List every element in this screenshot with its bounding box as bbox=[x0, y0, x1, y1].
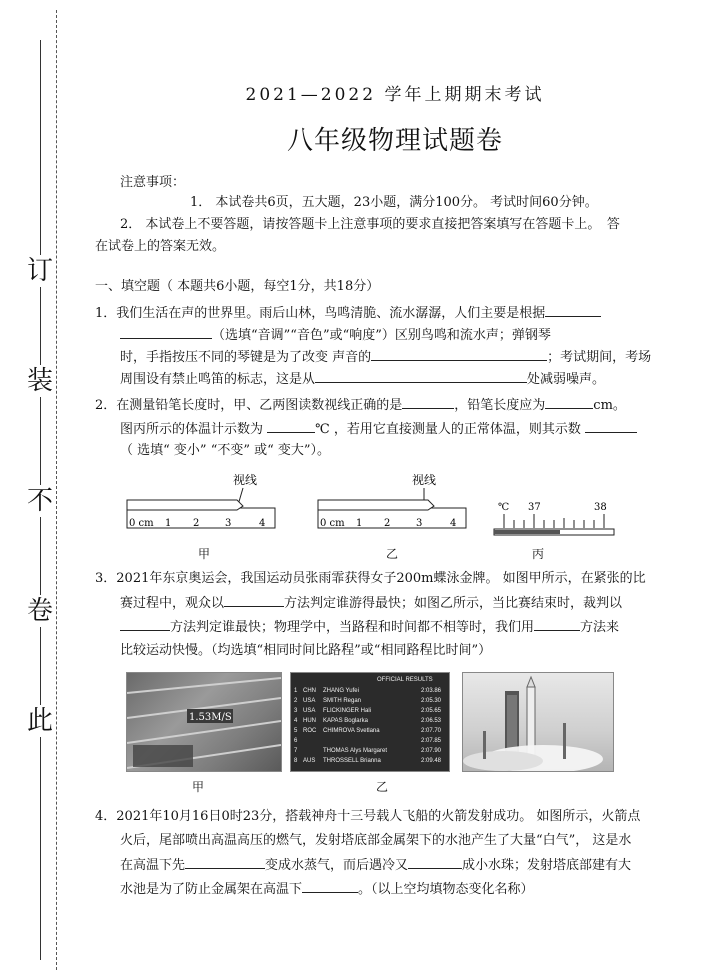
svg-text:3: 3 bbox=[294, 708, 298, 714]
binding-char-2: 装 bbox=[24, 365, 56, 397]
q1-line-4: 周围设有禁止鸣笛的标志，这是从 处减弱噪声。 bbox=[120, 368, 710, 391]
q2-line-2: 图丙所示的体温计示数为 ℃ ，若用它直接测量人的正常体温，则其示数 bbox=[120, 418, 710, 441]
svg-text:CHIMROVA Svetlana: CHIMROVA Svetlana bbox=[323, 728, 380, 734]
svg-text:FLICKINGER Hali: FLICKINGER Hali bbox=[323, 708, 372, 714]
svg-text:ZHANG Yufei: ZHANG Yufei bbox=[323, 688, 359, 694]
results-title: OFFICIAL RESULTS bbox=[377, 677, 433, 683]
svg-text:CHN: CHN bbox=[303, 688, 316, 694]
results-board bbox=[291, 673, 449, 771]
svg-text:2:07.90: 2:07.90 bbox=[421, 748, 442, 754]
notice-item-2-cont: 在试卷上的答案无效。 bbox=[95, 239, 226, 254]
q1-line-3: 时，手指按压不同的琴键是为了改变 声音的 ；考试期间，考场 bbox=[120, 346, 710, 369]
svg-text:5: 5 bbox=[294, 728, 298, 734]
ruler-tick-label: 3 bbox=[416, 518, 423, 529]
ruler-tick-label: 3 bbox=[225, 518, 232, 529]
ruler-figure-yi bbox=[316, 470, 476, 542]
ruler-tick-label: 1 bbox=[165, 518, 172, 529]
sight-line-label-jia: 视线 bbox=[233, 473, 258, 487]
therm-unit: ℃ bbox=[498, 502, 510, 513]
pool-lanes bbox=[127, 673, 281, 771]
svg-text:ROC: ROC bbox=[303, 728, 317, 734]
q4-line-4: 水池是为了防止金属架在高温下 。（以上空均填物态变化名称） bbox=[120, 878, 710, 901]
svg-text:4: 4 bbox=[294, 718, 298, 724]
svg-text:THROSSELL Brianna: THROSSELL Brianna bbox=[323, 758, 381, 764]
svg-text:2: 2 bbox=[294, 698, 298, 704]
svg-text:USA: USA bbox=[303, 708, 316, 714]
caption-photo-yi: 乙 bbox=[376, 780, 389, 794]
q4-line-1: 4．2021年10月16日0时23分，搭载神舟十三号载人飞船的火箭发射成功。 如图所示，火箭点 bbox=[95, 809, 641, 824]
svg-text:AUS: AUS bbox=[303, 758, 316, 764]
swim-speed-overlay: 1.53M/S bbox=[189, 712, 232, 723]
binding-char-4: 卷 bbox=[24, 595, 56, 627]
q1-line-2: （选填“音调”“音色”或“响度”）区别鸟鸣和流水声；弹钢琴 bbox=[120, 324, 710, 347]
binding-dashed-line bbox=[56, 10, 57, 970]
therm-label-38: 38 bbox=[594, 502, 607, 513]
binding-char-3: 不 bbox=[24, 485, 56, 517]
binding-char-5: 此 bbox=[24, 705, 56, 737]
svg-text:2:07.85: 2:07.85 bbox=[421, 738, 442, 744]
ruler-tick-label: 2 bbox=[193, 518, 200, 529]
therm-ticks bbox=[504, 514, 604, 528]
notice-item-2: 2． 本试卷上不要答题，请按答题卡上注意事项的要求直接把答案填写在答题卡上。 答 bbox=[120, 217, 620, 232]
pencil-yi bbox=[318, 500, 434, 510]
ruler-tick-label: 4 bbox=[450, 518, 457, 529]
q3-line-1: 3．2021年东京奥运会，我国运动员张雨霏获得女子200m蝶泳金牌。 如图甲所示，在紧张的比 bbox=[95, 571, 646, 586]
svg-text:KAPAS Boglarka: KAPAS Boglarka bbox=[323, 718, 368, 724]
ruler-tick-label: 2 bbox=[384, 518, 391, 529]
caption-photo-jia: 甲 bbox=[192, 780, 205, 794]
svg-text:SMITH Regan: SMITH Regan bbox=[323, 698, 362, 704]
therm-mercury bbox=[494, 530, 560, 534]
ruler-tick-label: 1 bbox=[356, 518, 363, 529]
q2-line-1: 2．在测量铅笔长度时，甲、乙两图读数视线正确的是 ，铅笔长度应为 cm。 bbox=[95, 394, 705, 417]
binding-margin bbox=[0, 0, 60, 979]
caption-bing: 丙 bbox=[532, 547, 545, 561]
svg-text:2:09.48: 2:09.48 bbox=[421, 758, 442, 764]
svg-text:2:05.30: 2:05.30 bbox=[421, 698, 442, 704]
svg-text:6: 6 bbox=[294, 738, 298, 744]
q3-line-4: 比较运动快慢。（均选填“相同时间比路程”或“相同路程比时间”） bbox=[120, 643, 492, 658]
caption-yi: 乙 bbox=[386, 547, 399, 561]
svg-text:1: 1 bbox=[294, 688, 298, 694]
section-title: 一、填空题（ 本题共6小题，每空1分，共18分） bbox=[95, 279, 380, 294]
thermometer-figure-bing bbox=[490, 498, 618, 544]
photo-swimming-pool bbox=[126, 672, 282, 772]
q4-line-3: 在高温下先 变成水蒸气，而后遇冷又 成小水珠；发射塔底部建有大 bbox=[120, 854, 710, 877]
svg-text:8: 8 bbox=[294, 758, 298, 764]
ruler-tick-label: 0 cm bbox=[320, 518, 345, 529]
ruler-tick-label: 0 cm bbox=[129, 518, 154, 529]
svg-text:2:03.86: 2:03.86 bbox=[421, 688, 442, 694]
sight-line-label-yi: 视线 bbox=[412, 473, 437, 487]
notice-item-1: 1． 本试卷共6页，五大题，23小题，满分100分。 考试时间60分钟。 bbox=[190, 195, 598, 210]
binding-char-1: 订 bbox=[24, 255, 56, 287]
q1-line-1: 1．我们生活在声的世界里。雨后山林，鸟鸣清脆、流水潺潺，人们主要是根据 bbox=[95, 302, 705, 325]
results-rows bbox=[294, 688, 442, 764]
pencil-jia bbox=[127, 500, 243, 510]
notice-label: 注意事项： bbox=[120, 175, 186, 190]
svg-text:2:06.53: 2:06.53 bbox=[421, 718, 442, 724]
svg-text:HUN: HUN bbox=[303, 718, 316, 724]
svg-text:2:05.65: 2:05.65 bbox=[421, 708, 442, 714]
exam-title: 八年级物理试题卷 bbox=[286, 126, 503, 156]
q2-line-3: （ 选填“ 变小” “不变” 或“ 变大”）。 bbox=[120, 443, 331, 458]
caption-jia: 甲 bbox=[198, 547, 211, 561]
rocket-scene bbox=[463, 673, 613, 771]
svg-text:2:07.70: 2:07.70 bbox=[421, 728, 442, 734]
q3-line-3: 方法判定谁最快；物理学中，当路程和时间都不相等时，我们用 方法来 bbox=[120, 616, 710, 639]
q4-line-2: 火后，尾部喷出高温高压的燃气，发射塔底部金属架下的水池产生了大量“白气”， 这是水 bbox=[120, 833, 632, 848]
ruler-tick-label: 4 bbox=[259, 518, 266, 529]
svg-text:7: 7 bbox=[294, 748, 298, 754]
q3-line-2: 赛过程中，观众以 方法判定谁游得最快；如图乙所示，当比赛结束时，裁判以 bbox=[120, 592, 710, 615]
svg-text:USA: USA bbox=[303, 698, 316, 704]
ruler-figure-jia bbox=[125, 470, 285, 542]
svg-text:THOMAS Alys Margaret: THOMAS Alys Margaret bbox=[323, 748, 388, 754]
photo-results-board bbox=[290, 672, 450, 772]
therm-label-37: 37 bbox=[528, 502, 541, 513]
photo-rocket-launch bbox=[462, 672, 614, 772]
exam-header: 2021—2022 学年上期期末考试 bbox=[245, 85, 545, 105]
